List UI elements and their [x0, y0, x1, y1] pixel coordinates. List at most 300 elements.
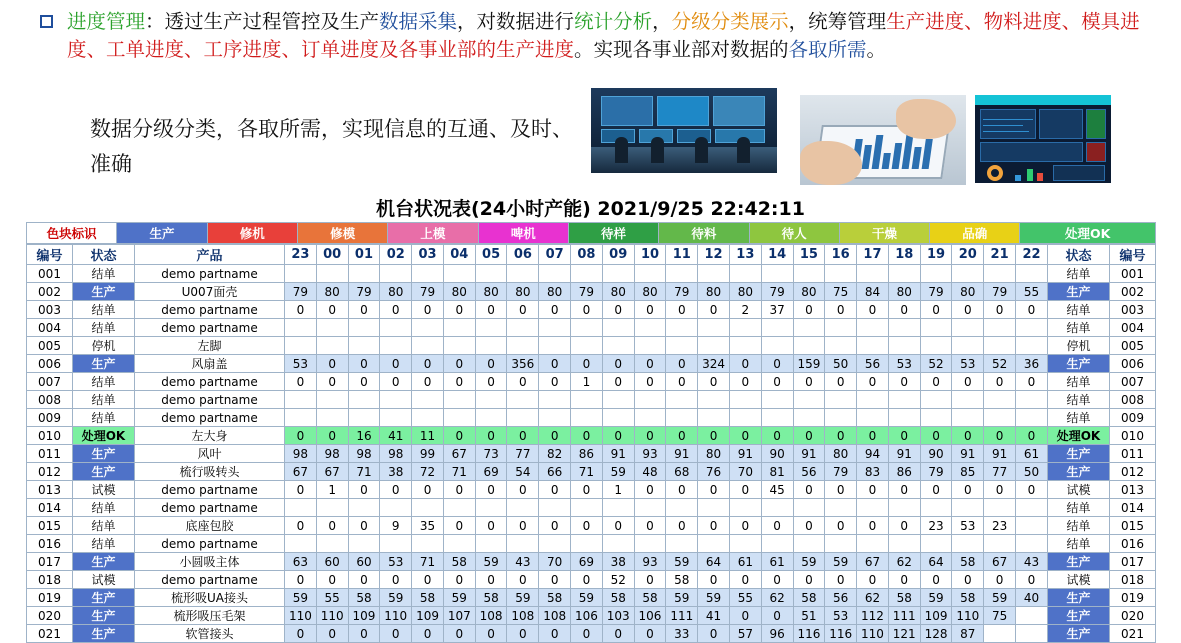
row-hour-cell: 0: [698, 481, 730, 499]
row-hour-cell: 0: [825, 571, 857, 589]
table-row[interactable]: [27, 337, 1156, 355]
row-hour-cell: [571, 499, 603, 517]
row-hour-cell: [571, 409, 603, 427]
row-hour-cell: 0: [729, 355, 761, 373]
table-row[interactable]: [27, 607, 1156, 625]
row-hour-cell: 0: [857, 571, 889, 589]
row-hour-cell: 0: [857, 481, 889, 499]
row-hour-cell: [443, 337, 475, 355]
row-hour-cell: [348, 535, 380, 553]
row-hour-cell: 75: [825, 283, 857, 301]
row-hour-cell: 91: [793, 445, 825, 463]
row-hour-cell: 0: [539, 427, 571, 445]
row-product: 左大身: [135, 427, 285, 445]
table-row[interactable]: [27, 517, 1156, 535]
row-hour-cell: [571, 319, 603, 337]
row-hour-cell: 0: [666, 481, 698, 499]
row-id-right: 018: [1110, 571, 1156, 589]
row-id-left: 017: [27, 553, 73, 571]
row-hour-cell: 79: [348, 283, 380, 301]
table-row[interactable]: [27, 391, 1156, 409]
row-hour-cell: [507, 391, 539, 409]
row-hour-cell: [634, 499, 666, 517]
row-hour-cell: [634, 319, 666, 337]
row-status-left: 结单: [73, 319, 135, 337]
row-hour-cell: 0: [984, 427, 1016, 445]
row-id-left: 009: [27, 409, 73, 427]
row-hour-cell: 0: [285, 517, 317, 535]
photo-control-room: [591, 88, 777, 173]
grid-column-header[interactable]: 14: [761, 245, 793, 265]
row-id-right: 001: [1110, 265, 1156, 283]
row-hour-cell: [507, 499, 539, 517]
legend-swatch: 啤机: [478, 223, 568, 244]
row-hour-cell: 0: [888, 571, 920, 589]
row-hour-cell: 55: [1015, 283, 1047, 301]
table-row[interactable]: [27, 499, 1156, 517]
row-hour-cell: 0: [380, 625, 412, 643]
row-hour-cell: [602, 535, 634, 553]
row-hour-cell: 0: [825, 427, 857, 445]
row-hour-cell: 64: [920, 553, 952, 571]
bullet-segment: 。实现各事业部对数据的: [574, 38, 789, 61]
grid-column-header[interactable]: 状态: [73, 245, 135, 265]
table-row[interactable]: [27, 355, 1156, 373]
row-hour-cell: [316, 391, 348, 409]
row-hour-cell: 53: [825, 607, 857, 625]
row-hour-cell: 0: [698, 301, 730, 319]
row-hour-cell: [857, 391, 889, 409]
row-product: 软管接头: [135, 625, 285, 643]
row-hour-cell: [888, 391, 920, 409]
row-hour-cell: [1015, 499, 1047, 517]
table-row[interactable]: [27, 535, 1156, 553]
row-hour-cell: 109: [920, 607, 952, 625]
row-hour-cell: [920, 337, 952, 355]
row-hour-cell: 80: [602, 283, 634, 301]
row-hour-cell: 0: [475, 427, 507, 445]
row-hour-cell: 0: [316, 373, 348, 391]
row-product: demo partname: [135, 391, 285, 409]
row-hour-cell: 0: [857, 301, 889, 319]
row-hour-cell: [825, 499, 857, 517]
row-hour-cell: 0: [729, 517, 761, 535]
grid-column-header[interactable]: 12: [698, 245, 730, 265]
row-product: demo partname: [135, 535, 285, 553]
row-hour-cell: 72: [412, 463, 444, 481]
row-hour-cell: [666, 535, 698, 553]
row-hour-cell: [412, 391, 444, 409]
row-hour-cell: 0: [348, 355, 380, 373]
row-hour-cell: 128: [920, 625, 952, 643]
table-row[interactable]: [27, 409, 1156, 427]
row-hour-cell: 93: [634, 553, 666, 571]
row-hour-cell: 0: [761, 571, 793, 589]
grid-column-header[interactable]: 19: [920, 245, 952, 265]
row-hour-cell: 38: [380, 463, 412, 481]
row-hour-cell: 79: [984, 283, 1016, 301]
table-row[interactable]: [27, 553, 1156, 571]
row-hour-cell: 0: [984, 301, 1016, 319]
row-hour-cell: 59: [793, 553, 825, 571]
row-hour-cell: [507, 535, 539, 553]
row-hour-cell: 0: [348, 373, 380, 391]
row-hour-cell: 58: [634, 589, 666, 607]
row-status-right: 结单: [1048, 517, 1110, 535]
legend-swatch: 修模: [297, 223, 387, 244]
row-hour-cell: [952, 499, 984, 517]
row-hour-cell: [316, 409, 348, 427]
row-id-right: 006: [1110, 355, 1156, 373]
row-hour-cell: 0: [825, 373, 857, 391]
row-hour-cell: 0: [793, 481, 825, 499]
row-hour-cell: 0: [412, 571, 444, 589]
row-hour-cell: 0: [443, 427, 475, 445]
row-hour-cell: 0: [380, 481, 412, 499]
row-hour-cell: [952, 409, 984, 427]
table-row[interactable]: [27, 625, 1156, 643]
table-row[interactable]: [27, 427, 1156, 445]
row-hour-cell: 116: [793, 625, 825, 643]
row-hour-cell: [285, 337, 317, 355]
row-hour-cell: 0: [761, 607, 793, 625]
row-hour-cell: 110: [380, 607, 412, 625]
row-hour-cell: 41: [380, 427, 412, 445]
row-hour-cell: 106: [634, 607, 666, 625]
row-hour-cell: [475, 319, 507, 337]
table-row[interactable]: [27, 481, 1156, 499]
row-hour-cell: 0: [920, 481, 952, 499]
row-hour-cell: [825, 409, 857, 427]
row-hour-cell: 0: [952, 481, 984, 499]
grid-column-header[interactable]: 04: [443, 245, 475, 265]
row-status-right: 结单: [1048, 535, 1110, 553]
row-hour-cell: 80: [316, 283, 348, 301]
row-hour-cell: [666, 337, 698, 355]
row-product: 小圆吸主体: [135, 553, 285, 571]
row-hour-cell: [1015, 409, 1047, 427]
row-hour-cell: [698, 535, 730, 553]
table-row[interactable]: [27, 301, 1156, 319]
bullet-segment: ，统筹管理: [788, 10, 887, 33]
row-hour-cell: [1015, 625, 1047, 643]
row-hour-cell: 0: [348, 481, 380, 499]
row-hour-cell: [634, 409, 666, 427]
row-id-right: 003: [1110, 301, 1156, 319]
row-hour-cell: [793, 337, 825, 355]
grid-column-header[interactable]: 16: [825, 245, 857, 265]
square-bullet-icon: [40, 15, 53, 28]
legend-swatch: 品确: [930, 223, 1020, 244]
row-hour-cell: 0: [412, 373, 444, 391]
row-product: 风扇盖: [135, 355, 285, 373]
row-id-left: 001: [27, 265, 73, 283]
row-hour-cell: 0: [698, 625, 730, 643]
row-hour-cell: 0: [571, 427, 603, 445]
row-hour-cell: [285, 499, 317, 517]
row-status-left: 生产: [73, 553, 135, 571]
table-row[interactable]: [27, 319, 1156, 337]
grid-column-header[interactable]: 13: [729, 245, 761, 265]
row-hour-cell: 98: [348, 445, 380, 463]
grid-column-header[interactable]: 编号: [27, 245, 73, 265]
row-hour-cell: 0: [1015, 301, 1047, 319]
row-hour-cell: [698, 409, 730, 427]
row-hour-cell: [952, 391, 984, 409]
row-hour-cell: 0: [1015, 481, 1047, 499]
row-hour-cell: 23: [984, 517, 1016, 535]
row-hour-cell: [888, 499, 920, 517]
row-hour-cell: 0: [507, 571, 539, 589]
row-product: 梳形吸UA接头: [135, 589, 285, 607]
row-hour-cell: 0: [539, 301, 571, 319]
grid-column-header[interactable]: 18: [888, 245, 920, 265]
row-id-left: 007: [27, 373, 73, 391]
row-hour-cell: 98: [316, 445, 348, 463]
row-hour-cell: 0: [539, 373, 571, 391]
grid-column-header[interactable]: 15: [793, 245, 825, 265]
row-hour-cell: [825, 319, 857, 337]
row-hour-cell: [857, 499, 889, 517]
row-hour-cell: 0: [666, 517, 698, 535]
row-hour-cell: 52: [920, 355, 952, 373]
row-hour-cell: [698, 319, 730, 337]
grid-column-header[interactable]: 17: [857, 245, 889, 265]
row-hour-cell: 0: [920, 373, 952, 391]
row-hour-cell: 54: [507, 463, 539, 481]
row-status-right: 试模: [1048, 481, 1110, 499]
row-hour-cell: 57: [729, 625, 761, 643]
row-hour-cell: [285, 265, 317, 283]
row-status-right: 生产: [1048, 589, 1110, 607]
grid-column-header[interactable]: 00: [316, 245, 348, 265]
row-hour-cell: [539, 391, 571, 409]
row-hour-cell: 0: [443, 373, 475, 391]
grid-column-header[interactable]: 06: [507, 245, 539, 265]
row-hour-cell: 90: [761, 445, 793, 463]
grid-column-header[interactable]: 10: [634, 245, 666, 265]
grid-column-header[interactable]: 21: [984, 245, 1016, 265]
grid-column-header[interactable]: 03: [412, 245, 444, 265]
row-hour-cell: 43: [1015, 553, 1047, 571]
row-hour-cell: [920, 265, 952, 283]
row-hour-cell: 35: [412, 517, 444, 535]
row-id-right: 002: [1110, 283, 1156, 301]
row-hour-cell: 0: [539, 481, 571, 499]
row-hour-cell: [698, 499, 730, 517]
row-hour-cell: 0: [920, 571, 952, 589]
row-hour-cell: 111: [888, 607, 920, 625]
row-hour-cell: [380, 535, 412, 553]
grid-column-header[interactable]: 09: [602, 245, 634, 265]
row-hour-cell: 0: [412, 625, 444, 643]
table-row[interactable]: [27, 463, 1156, 481]
row-hour-cell: 0: [412, 301, 444, 319]
table-row[interactable]: [27, 445, 1156, 463]
row-hour-cell: 0: [888, 301, 920, 319]
row-hour-cell: 58: [602, 589, 634, 607]
row-hour-cell: 60: [316, 553, 348, 571]
grid-column-header[interactable]: 产品: [135, 245, 285, 265]
grid-column-header[interactable]: 编号: [1110, 245, 1156, 265]
row-hour-cell: [348, 499, 380, 517]
row-hour-cell: 59: [698, 589, 730, 607]
legend-swatch: 待料: [659, 223, 749, 244]
row-hour-cell: 110: [952, 607, 984, 625]
row-hour-cell: 43: [507, 553, 539, 571]
table-row[interactable]: [27, 283, 1156, 301]
row-hour-cell: [634, 391, 666, 409]
row-hour-cell: 0: [475, 625, 507, 643]
row-hour-cell: [729, 409, 761, 427]
row-hour-cell: 0: [793, 571, 825, 589]
row-hour-cell: 80: [793, 283, 825, 301]
row-hour-cell: 80: [380, 283, 412, 301]
row-hour-cell: 116: [825, 625, 857, 643]
row-hour-cell: 0: [443, 517, 475, 535]
row-product: demo partname: [135, 373, 285, 391]
row-hour-cell: 68: [666, 463, 698, 481]
row-id-left: 010: [27, 427, 73, 445]
row-hour-cell: 106: [571, 607, 603, 625]
row-hour-cell: [857, 265, 889, 283]
row-hour-cell: 0: [1015, 571, 1047, 589]
row-hour-cell: 83: [857, 463, 889, 481]
row-status-left: 生产: [73, 625, 135, 643]
row-hour-cell: 0: [571, 625, 603, 643]
row-hour-cell: 59: [602, 463, 634, 481]
table-row[interactable]: [27, 265, 1156, 283]
row-hour-cell: 0: [729, 481, 761, 499]
row-hour-cell: [443, 535, 475, 553]
row-hour-cell: [412, 265, 444, 283]
row-hour-cell: 79: [412, 283, 444, 301]
row-hour-cell: 0: [729, 373, 761, 391]
grid-column-header[interactable]: 02: [380, 245, 412, 265]
row-hour-cell: 0: [475, 571, 507, 589]
row-hour-cell: [602, 337, 634, 355]
row-hour-cell: [380, 265, 412, 283]
row-hour-cell: 0: [602, 355, 634, 373]
row-hour-cell: [443, 265, 475, 283]
row-hour-cell: [698, 391, 730, 409]
photo-dark-dashboard: [975, 95, 1111, 183]
row-hour-cell: [857, 409, 889, 427]
row-hour-cell: [443, 499, 475, 517]
grid-column-header[interactable]: 23: [285, 245, 317, 265]
table-row[interactable]: [27, 373, 1156, 391]
row-hour-cell: 0: [507, 481, 539, 499]
row-hour-cell: 58: [539, 589, 571, 607]
row-hour-cell: 81: [761, 463, 793, 481]
grid-column-header[interactable]: 01: [348, 245, 380, 265]
row-hour-cell: 50: [1015, 463, 1047, 481]
secondary-paragraph: 数据分级分类，各取所需，实现信息的互通、及时、准确: [90, 117, 573, 176]
row-hour-cell: 90: [920, 445, 952, 463]
row-hour-cell: 0: [793, 427, 825, 445]
row-hour-cell: [475, 499, 507, 517]
row-hour-cell: 79: [920, 283, 952, 301]
row-id-left: 013: [27, 481, 73, 499]
row-hour-cell: [888, 265, 920, 283]
grid-column-header[interactable]: 05: [475, 245, 507, 265]
grid-column-header[interactable]: 状态: [1048, 245, 1110, 265]
row-hour-cell: [475, 409, 507, 427]
row-id-left: 018: [27, 571, 73, 589]
table-row[interactable]: [27, 589, 1156, 607]
row-hour-cell: 0: [761, 355, 793, 373]
row-status-right: 结单: [1048, 373, 1110, 391]
row-hour-cell: 79: [920, 463, 952, 481]
legend-table: [26, 222, 1156, 244]
row-hour-cell: 91: [984, 445, 1016, 463]
row-status-left: 生产: [73, 463, 135, 481]
row-hour-cell: [380, 409, 412, 427]
row-hour-cell: [507, 265, 539, 283]
status-grid[interactable]: [26, 244, 1156, 643]
row-id-right: 016: [1110, 535, 1156, 553]
row-hour-cell: 58: [888, 589, 920, 607]
row-status-right: 结单: [1048, 301, 1110, 319]
row-hour-cell: [1015, 607, 1047, 625]
row-status-right: 生产: [1048, 625, 1110, 643]
row-hour-cell: 55: [316, 589, 348, 607]
row-hour-cell: [380, 499, 412, 517]
row-hour-cell: [761, 391, 793, 409]
grid-column-header[interactable]: 11: [666, 245, 698, 265]
row-hour-cell: [380, 391, 412, 409]
row-hour-cell: 0: [443, 625, 475, 643]
grid-column-header[interactable]: 22: [1015, 245, 1047, 265]
row-product: 左脚: [135, 337, 285, 355]
row-hour-cell: 0: [761, 373, 793, 391]
row-hour-cell: 0: [285, 625, 317, 643]
table-row[interactable]: [27, 571, 1156, 589]
row-hour-cell: 109: [348, 607, 380, 625]
row-hour-cell: 0: [634, 301, 666, 319]
row-hour-cell: 0: [316, 427, 348, 445]
row-status-left: 生产: [73, 283, 135, 301]
row-hour-cell: 62: [888, 553, 920, 571]
row-status-right: 试模: [1048, 571, 1110, 589]
grid-column-header[interactable]: 20: [952, 245, 984, 265]
bullet-segment: 数据采集: [379, 10, 458, 33]
row-id-right: 012: [1110, 463, 1156, 481]
row-hour-cell: [1015, 319, 1047, 337]
grid-body[interactable]: [27, 265, 1156, 643]
row-hour-cell: [285, 409, 317, 427]
row-hour-cell: 0: [316, 571, 348, 589]
row-hour-cell: 94: [857, 445, 889, 463]
row-hour-cell: 67: [984, 553, 1016, 571]
row-status-left: 结单: [73, 499, 135, 517]
row-hour-cell: [984, 409, 1016, 427]
row-hour-cell: 16: [348, 427, 380, 445]
row-hour-cell: 85: [952, 463, 984, 481]
row-hour-cell: 0: [475, 301, 507, 319]
row-hour-cell: 0: [571, 481, 603, 499]
row-hour-cell: 0: [475, 355, 507, 373]
grid-column-header[interactable]: 07: [539, 245, 571, 265]
row-hour-cell: 0: [666, 373, 698, 391]
row-status-left: 结单: [73, 517, 135, 535]
row-hour-cell: 70: [729, 463, 761, 481]
row-id-left: 004: [27, 319, 73, 337]
grid-column-header[interactable]: 08: [571, 245, 603, 265]
row-hour-cell: [539, 535, 571, 553]
row-product: demo partname: [135, 571, 285, 589]
row-hour-cell: [1015, 391, 1047, 409]
